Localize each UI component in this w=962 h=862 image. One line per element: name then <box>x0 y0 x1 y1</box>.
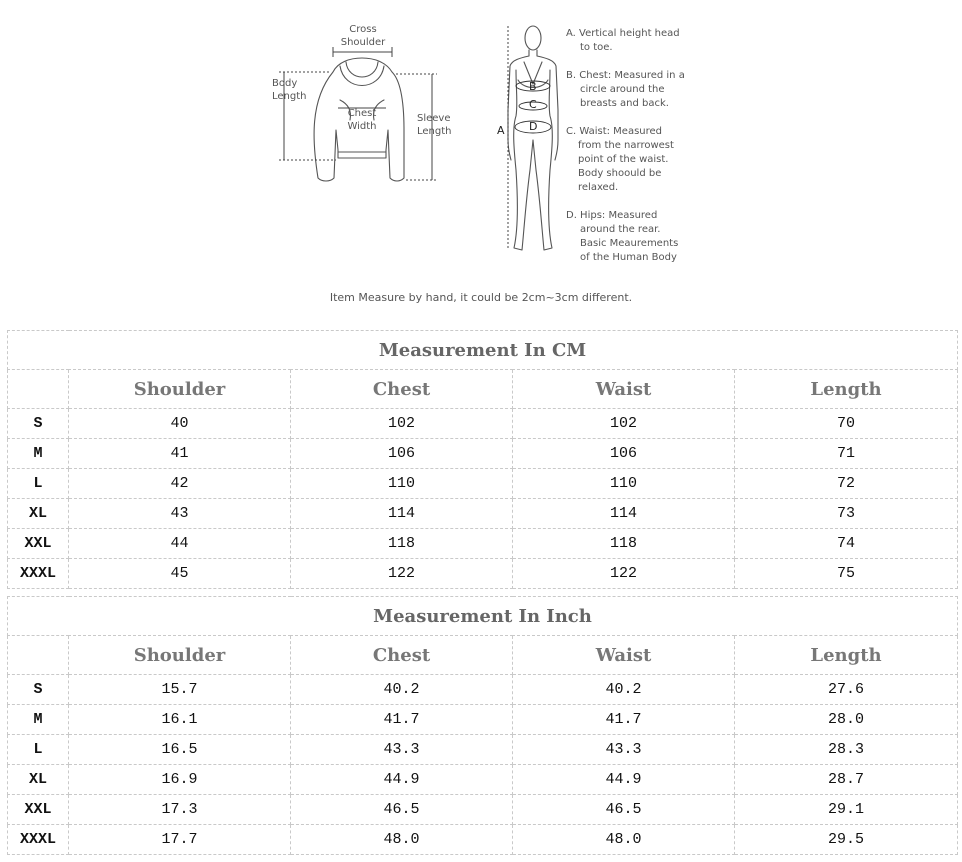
length-cell: 28.7 <box>735 765 958 795</box>
legend-c: C. Waist: Measured from the narrowest point of the waist. Body shoould be relaxed. <box>566 126 674 193</box>
sleeve-length-label: Sleeve Length <box>417 113 452 137</box>
size-cell: XXL <box>8 795 69 825</box>
shoulder-cell: 17.3 <box>69 795 291 825</box>
table-row <box>8 499 958 529</box>
shoulder-cell: 17.7 <box>69 825 291 855</box>
waist-cell: 41.7 <box>513 705 735 735</box>
size-cell: XL <box>8 765 69 795</box>
chest-cell: 114 <box>291 499 513 529</box>
size-cell: XL <box>8 499 69 529</box>
body-length-label: Body Length <box>272 78 307 102</box>
size-table-cm <box>7 330 958 589</box>
table-row <box>8 795 958 825</box>
length-cell: 71 <box>735 439 958 469</box>
body-letter-d: D <box>529 120 538 133</box>
header-shoulder: Shoulder <box>69 636 291 675</box>
size-cell: L <box>8 469 69 499</box>
shoulder-cell: 41 <box>69 439 291 469</box>
length-cell: 29.1 <box>735 795 958 825</box>
length-cell: 29.5 <box>735 825 958 855</box>
chest-cell: 44.9 <box>291 765 513 795</box>
shoulder-cell: 42 <box>69 469 291 499</box>
header-waist: Waist <box>513 636 735 675</box>
header-length: Length <box>735 370 958 409</box>
chest-width-label: Chest Width <box>347 108 377 132</box>
table-row <box>8 825 958 855</box>
waist-cell: 114 <box>513 499 735 529</box>
chest-cell: 48.0 <box>291 825 513 855</box>
body-letter-a: A <box>497 124 505 137</box>
waist-cell: 118 <box>513 529 735 559</box>
size-cell: XXL <box>8 529 69 559</box>
waist-cell: 48.0 <box>513 825 735 855</box>
waist-cell: 122 <box>513 559 735 589</box>
body-letter-b: B <box>529 80 537 93</box>
header-size <box>8 636 69 675</box>
measure-note: Item Measure by hand, it could be 2cm~3cm different. <box>329 291 633 304</box>
size-table-inch <box>7 596 958 855</box>
length-cell: 28.0 <box>735 705 958 735</box>
table-row <box>8 439 958 469</box>
table-row <box>8 559 958 589</box>
table-title: Measurement In CM <box>8 331 958 370</box>
size-cell: M <box>8 705 69 735</box>
length-cell: 75 <box>735 559 958 589</box>
header-chest: Chest <box>291 636 513 675</box>
size-cell: S <box>8 675 69 705</box>
chest-cell: 46.5 <box>291 795 513 825</box>
waist-cell: 43.3 <box>513 735 735 765</box>
size-cell: XXXL <box>8 825 69 855</box>
measurement-diagram <box>0 0 962 320</box>
chest-cell: 106 <box>291 439 513 469</box>
table-title: Measurement In Inch <box>8 597 958 636</box>
chest-cell: 41.7 <box>291 705 513 735</box>
shoulder-cell: 16.1 <box>69 705 291 735</box>
shoulder-cell: 45 <box>69 559 291 589</box>
shoulder-cell: 16.5 <box>69 735 291 765</box>
table-row <box>8 529 958 559</box>
table-row <box>8 765 958 795</box>
legend-d: D. Hips: Measured around the rear. Basic Meaurements of the Human Body <box>566 210 679 263</box>
length-cell: 74 <box>735 529 958 559</box>
chest-cell: 122 <box>291 559 513 589</box>
header-size <box>8 370 69 409</box>
garment-and-body-illustration <box>0 0 962 320</box>
chest-cell: 40.2 <box>291 675 513 705</box>
shoulder-cell: 40 <box>69 409 291 439</box>
table-row <box>8 735 958 765</box>
shoulder-cell: 44 <box>69 529 291 559</box>
size-cell: L <box>8 735 69 765</box>
waist-cell: 102 <box>513 409 735 439</box>
length-cell: 28.3 <box>735 735 958 765</box>
human-body-icon <box>508 26 558 250</box>
header-waist: Waist <box>513 370 735 409</box>
chest-cell: 43.3 <box>291 735 513 765</box>
table-row <box>8 675 958 705</box>
waist-cell: 40.2 <box>513 675 735 705</box>
body-measure-lines <box>508 26 551 250</box>
legend-a: A. Vertical height head to toe. <box>566 28 680 53</box>
table-row <box>8 409 958 439</box>
length-cell: 72 <box>735 469 958 499</box>
table-row <box>8 469 958 499</box>
cross-shoulder-label: Cross Shoulder <box>340 24 386 48</box>
legend-b: B. Chest: Measured in a circle around the breasts and back. <box>566 70 685 109</box>
size-cell: XXXL <box>8 559 69 589</box>
chest-cell: 110 <box>291 469 513 499</box>
shoulder-cell: 16.9 <box>69 765 291 795</box>
waist-cell: 106 <box>513 439 735 469</box>
length-cell: 73 <box>735 499 958 529</box>
chest-cell: 102 <box>291 409 513 439</box>
chest-cell: 118 <box>291 529 513 559</box>
length-cell: 27.6 <box>735 675 958 705</box>
length-cell: 70 <box>735 409 958 439</box>
shoulder-cell: 15.7 <box>69 675 291 705</box>
table-row <box>8 705 958 735</box>
size-cell: M <box>8 439 69 469</box>
size-cell: S <box>8 409 69 439</box>
header-chest: Chest <box>291 370 513 409</box>
waist-cell: 46.5 <box>513 795 735 825</box>
header-length: Length <box>735 636 958 675</box>
waist-cell: 44.9 <box>513 765 735 795</box>
header-shoulder: Shoulder <box>69 370 291 409</box>
waist-cell: 110 <box>513 469 735 499</box>
body-letter-c: C <box>529 98 537 111</box>
shoulder-cell: 43 <box>69 499 291 529</box>
